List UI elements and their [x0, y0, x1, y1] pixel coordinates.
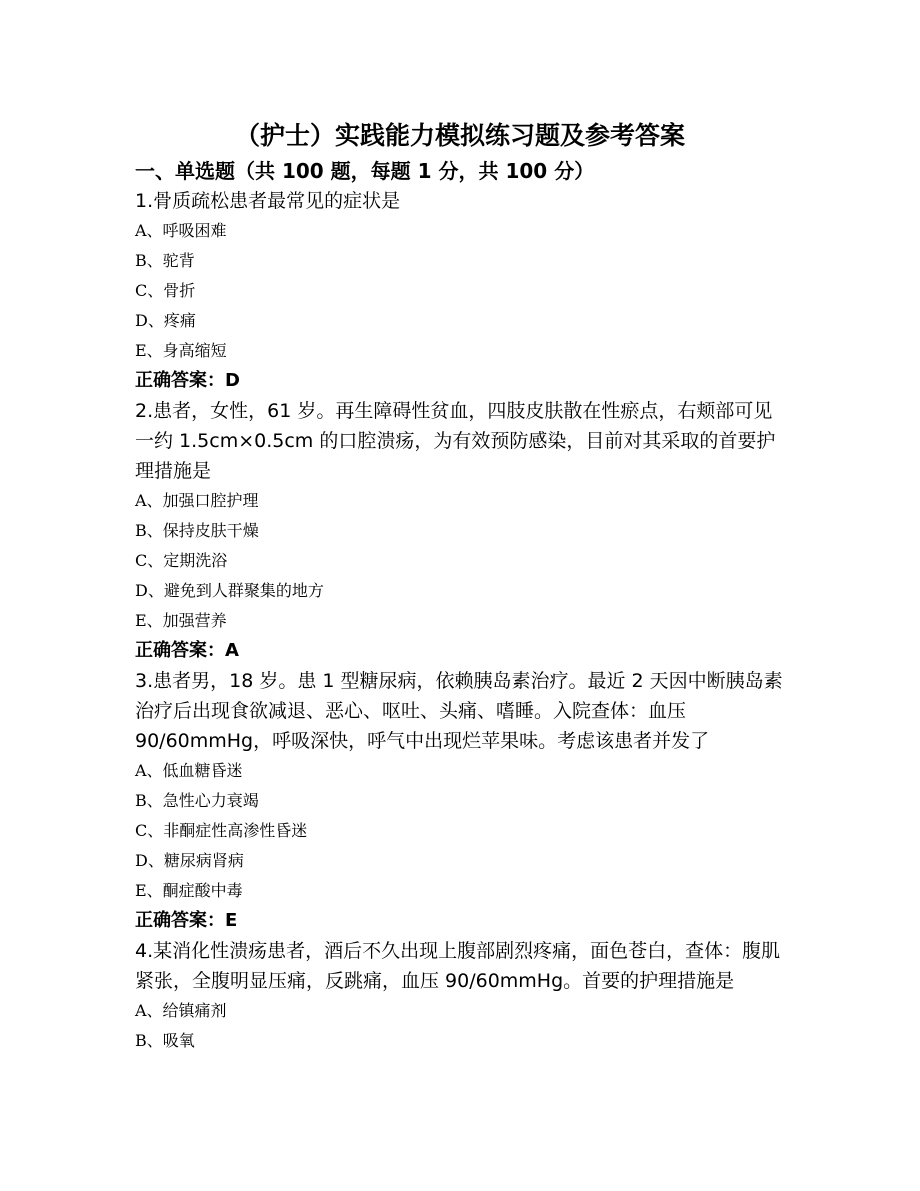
answer-option: B、保持皮肤干燥 — [135, 521, 259, 540]
answer-option: A、加强口腔护理 — [135, 491, 259, 510]
question-block — [135, 396, 785, 666]
answer-option: D、疼痛 — [135, 311, 196, 330]
question-block — [135, 186, 785, 396]
answer-option: C、骨折 — [135, 281, 196, 300]
correct-answer: 正确答案：A — [135, 640, 239, 661]
answer-option: A、给镇痛剂 — [135, 1001, 227, 1020]
answer-option: B、驼背 — [135, 251, 195, 270]
correct-answer: 正确答案：D — [135, 370, 240, 391]
answer-option: D、糖尿病肾病 — [135, 851, 244, 870]
answer-option: C、定期洗浴 — [135, 551, 228, 570]
question-stem: 3.患者男，18 岁。患 1 型糖尿病，依赖胰岛素治疗。最近 2 天因中断胰岛素治疗后出现食欲减退、恶心、呕吐、头痛、嗜睡。入院查体：血压 90/60mmHg，呼吸深快，呼气中出现烂苹果味。考虑该患者并发了 — [135, 670, 783, 752]
question-stem: 4.某消化性溃疡患者，酒后不久出现上腹部剧烈疼痛，面色苍白，查体：腹肌紧张，全腹明显压痛，反跳痛，血压 90/60mmHg。首要的护理措施是 — [135, 940, 781, 992]
answer-option: B、吸氧 — [135, 1031, 195, 1050]
correct-answer: 正确答案：E — [135, 910, 238, 931]
question-stem: 1.骨质疏松患者最常见的症状是 — [135, 190, 401, 212]
question-list — [135, 186, 785, 1056]
section-heading: 一、单选题（共 100 题，每题 1 分，共 100 分） — [135, 159, 595, 183]
question-block — [135, 666, 785, 936]
answer-option: E、酮症酸中毒 — [135, 881, 243, 900]
answer-option: C、非酮症性高渗性昏迷 — [135, 821, 308, 840]
answer-option: E、加强营养 — [135, 611, 227, 630]
answer-option: B、急性心力衰竭 — [135, 791, 259, 810]
answer-option: D、避免到人群聚集的地方 — [135, 581, 324, 600]
document-title: （护士）实践能力模拟练习题及参考答案 — [234, 121, 685, 150]
answer-option: A、呼吸困难 — [135, 221, 227, 240]
answer-option: E、身高缩短 — [135, 341, 227, 360]
question-block — [135, 936, 785, 1056]
question-stem: 2.患者，女性，61 岁。再生障碍性贫血，四肢皮肤散在性瘀点，右颊部可见一约 1.5cm×0.5cm 的口腔溃疡，为有效预防感染，目前对其采取的首要护理措施是 — [135, 400, 776, 482]
answer-option: A、低血糖昏迷 — [135, 761, 243, 780]
